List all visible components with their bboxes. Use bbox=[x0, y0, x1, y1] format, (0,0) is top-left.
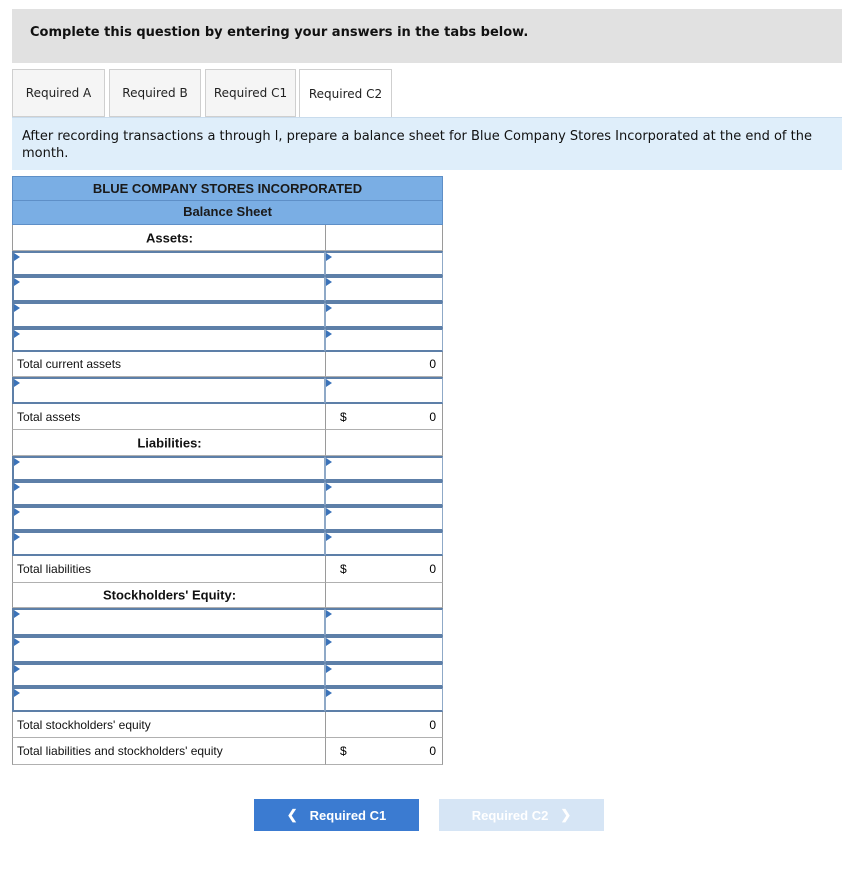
tab-required-c2[interactable]: Required C2 bbox=[299, 69, 392, 118]
equity-account-select-3[interactable] bbox=[12, 663, 325, 687]
liability-account-select-2[interactable] bbox=[12, 481, 325, 506]
equity-amount-input-1[interactable] bbox=[325, 608, 443, 636]
total-liab-equity-value: 0 bbox=[429, 744, 436, 758]
dropdown-indicator-icon bbox=[14, 458, 20, 466]
liability-amount-input-3[interactable] bbox=[325, 506, 443, 531]
total-liab-equity-label: Total liabilities and stockholders' equity bbox=[17, 744, 223, 758]
currency-symbol: $ bbox=[340, 744, 347, 758]
company-title: BLUE COMPANY STORES INCORPORATED bbox=[12, 176, 443, 201]
asset-amount-input-4[interactable] bbox=[325, 328, 443, 352]
currency-symbol: $ bbox=[340, 562, 347, 576]
equity-amount-input-2[interactable] bbox=[325, 636, 443, 663]
liability-row-4 bbox=[12, 531, 443, 556]
equity-amount-input-4[interactable] bbox=[325, 687, 443, 712]
equity-row-3 bbox=[12, 663, 443, 687]
dropdown-indicator-icon bbox=[326, 278, 332, 286]
dropdown-indicator-icon bbox=[14, 665, 20, 673]
dropdown-indicator-icon bbox=[326, 665, 332, 673]
total-liabilities-label: Total liabilities bbox=[17, 562, 92, 576]
equity-account-select-4[interactable] bbox=[12, 687, 325, 712]
equity-account-select-2[interactable] bbox=[12, 636, 325, 663]
balance-sheet bbox=[12, 176, 443, 765]
equity-heading: Stockholders' Equity: bbox=[102, 587, 237, 603]
dropdown-indicator-icon bbox=[14, 483, 20, 491]
equity-row-1 bbox=[12, 608, 443, 636]
dropdown-indicator-icon bbox=[326, 508, 332, 516]
dropdown-indicator-icon bbox=[14, 508, 20, 516]
currency-symbol: $ bbox=[340, 409, 347, 424]
liability-account-select-1[interactable] bbox=[12, 456, 325, 481]
total-equity-value: 0 bbox=[429, 717, 436, 732]
dropdown-indicator-icon bbox=[14, 533, 20, 541]
chevron-left-icon: ❮ bbox=[286, 807, 298, 822]
asset-account-select-1[interactable] bbox=[12, 251, 325, 276]
total-assets-row bbox=[12, 404, 443, 430]
total-current-assets-row bbox=[12, 352, 443, 377]
total-current-assets-label: Total current assets bbox=[17, 357, 122, 371]
asset-row-2 bbox=[12, 276, 443, 302]
asset-amount-input-3[interactable] bbox=[325, 302, 443, 328]
dropdown-indicator-icon bbox=[326, 689, 332, 697]
dropdown-indicator-icon bbox=[326, 253, 332, 261]
liability-row-3 bbox=[12, 506, 443, 531]
dropdown-indicator-icon bbox=[14, 278, 20, 286]
dropdown-indicator-icon bbox=[14, 610, 20, 618]
banner-text: Complete this question by entering your answers in the tabs below. bbox=[30, 25, 529, 40]
asset-row-3 bbox=[12, 302, 443, 328]
tab-required-a[interactable]: Required A bbox=[12, 69, 105, 117]
dropdown-indicator-icon bbox=[14, 379, 20, 387]
dropdown-indicator-icon bbox=[326, 533, 332, 541]
total-equity-label: Total stockholders' equity bbox=[17, 717, 151, 732]
asset-row-1 bbox=[12, 251, 443, 276]
instruction-text: After recording transactions a through l, prepare a balance sheet for Blue Company Stores Incorporated at the end of the month. bbox=[22, 129, 812, 161]
dropdown-indicator-icon bbox=[14, 638, 20, 646]
equity-account-select-1[interactable] bbox=[12, 608, 325, 636]
equity-row-2 bbox=[12, 636, 443, 663]
total-current-assets-value: 0 bbox=[429, 357, 436, 371]
dropdown-indicator-icon bbox=[326, 379, 332, 387]
dropdown-indicator-icon bbox=[14, 304, 20, 312]
liability-account-select-3[interactable] bbox=[12, 506, 325, 531]
statement-title: Balance Sheet bbox=[12, 201, 443, 225]
tab-required-b[interactable]: Required B bbox=[109, 69, 201, 117]
liability-account-select-4[interactable] bbox=[12, 531, 325, 556]
chevron-right-icon: ❯ bbox=[560, 807, 572, 822]
instructions-banner bbox=[12, 9, 842, 63]
total-equity-row bbox=[12, 712, 443, 738]
asset-account-select-2[interactable] bbox=[12, 276, 325, 302]
liability-amount-input-2[interactable] bbox=[325, 481, 443, 506]
liability-amount-input-1[interactable] bbox=[325, 456, 443, 481]
dropdown-indicator-icon bbox=[14, 253, 20, 261]
dropdown-indicator-icon bbox=[326, 458, 332, 466]
liability-row-1 bbox=[12, 456, 443, 481]
liabilities-heading: Liabilities: bbox=[137, 435, 202, 450]
total-liab-equity-row bbox=[12, 738, 443, 765]
asset-account-select-5[interactable] bbox=[12, 377, 325, 404]
liabilities-heading-row bbox=[12, 430, 443, 456]
total-assets-value: 0 bbox=[429, 409, 436, 424]
equity-heading-row bbox=[12, 583, 443, 608]
dropdown-indicator-icon bbox=[326, 330, 332, 338]
total-liabilities-row bbox=[12, 556, 443, 583]
liability-amount-input-4[interactable] bbox=[325, 531, 443, 556]
tab-required-c1[interactable]: Required C1 bbox=[205, 69, 296, 117]
total-liabilities-value: 0 bbox=[429, 562, 436, 576]
asset-amount-input-5[interactable] bbox=[325, 377, 443, 404]
instruction-box bbox=[12, 117, 842, 170]
equity-row-4 bbox=[12, 687, 443, 712]
dropdown-indicator-icon bbox=[326, 304, 332, 312]
asset-row-5 bbox=[12, 377, 443, 404]
dropdown-indicator-icon bbox=[326, 638, 332, 646]
asset-row-4 bbox=[12, 328, 443, 352]
total-assets-label: Total assets bbox=[17, 409, 81, 424]
dropdown-indicator-icon bbox=[326, 483, 332, 491]
liability-row-2 bbox=[12, 481, 443, 506]
asset-amount-input-2[interactable] bbox=[325, 276, 443, 302]
dropdown-indicator-icon bbox=[14, 689, 20, 697]
equity-amount-input-3[interactable] bbox=[325, 663, 443, 687]
assets-heading-row bbox=[12, 225, 443, 251]
asset-amount-input-1[interactable] bbox=[325, 251, 443, 276]
dropdown-indicator-icon bbox=[326, 610, 332, 618]
next-required-c2-button[interactable] bbox=[439, 799, 604, 831]
prev-required-c1-button[interactable] bbox=[254, 799, 419, 831]
asset-account-select-3[interactable] bbox=[12, 302, 325, 328]
next-button-label: Required C2 bbox=[471, 807, 549, 823]
prev-button-label: Required C1 bbox=[309, 807, 387, 823]
dropdown-indicator-icon bbox=[14, 330, 20, 338]
assets-heading: Assets: bbox=[146, 230, 193, 245]
asset-account-select-4[interactable] bbox=[12, 328, 325, 352]
